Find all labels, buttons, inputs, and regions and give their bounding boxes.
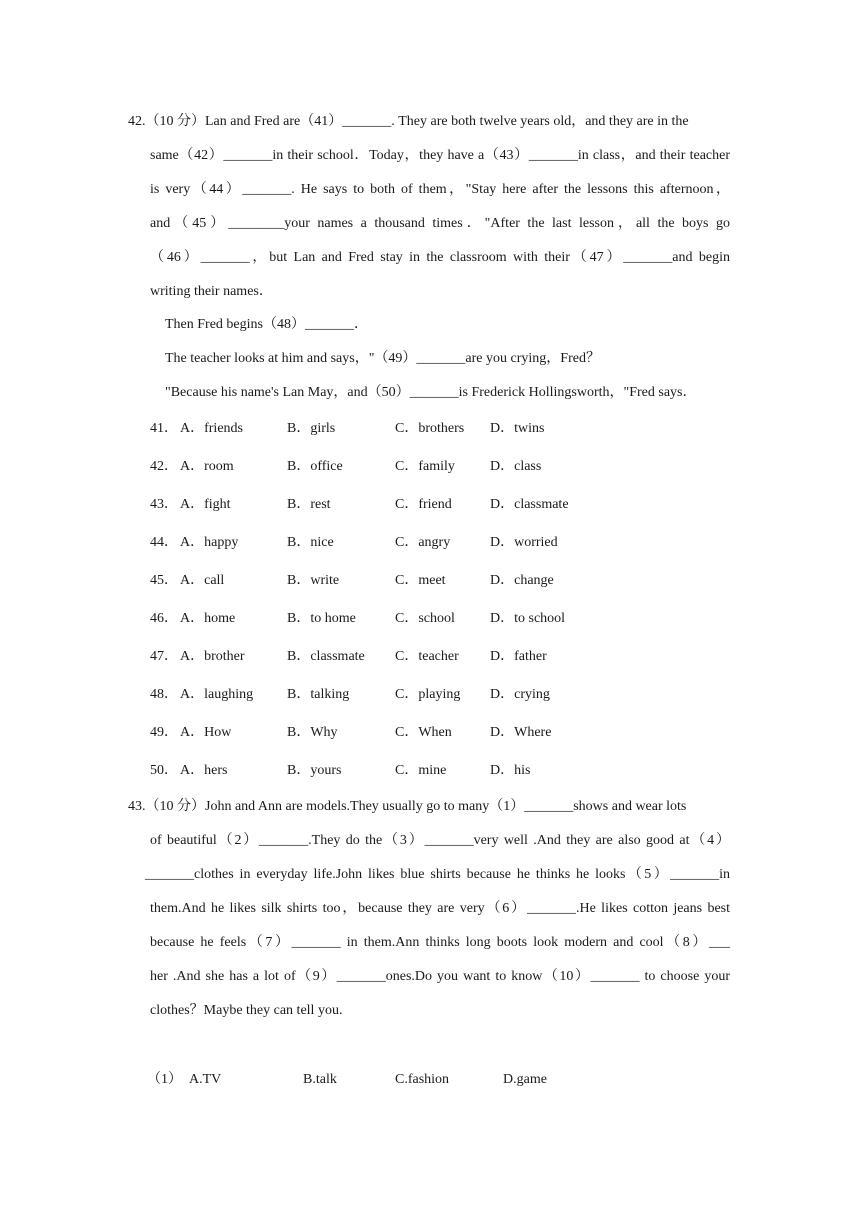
option-b[interactable]: B．yours xyxy=(287,763,342,778)
option-d[interactable]: D.game xyxy=(503,1072,547,1087)
option-number: 47． xyxy=(150,649,178,664)
q42-line-8: The teacher looks at him and says，"（49）_______are you crying，Fred？ xyxy=(165,351,600,366)
option-b[interactable]: B．girls xyxy=(287,421,336,436)
q43-line-5: because he feels（7）_______ in them.Ann thinks long boots look modern and cool（8）___ xyxy=(150,935,730,950)
option-d[interactable]: D．his xyxy=(490,763,531,778)
option-d[interactable]: D．twins xyxy=(490,421,545,436)
option-b[interactable]: B．nice xyxy=(287,535,334,550)
option-number: 50． xyxy=(150,763,178,778)
option-c[interactable]: C．mine xyxy=(395,763,447,778)
option-number: 44． xyxy=(150,535,178,550)
q43-line-3: _______clothes in everyday life.John likes blue shirts because he thinks he looks（5）_______in xyxy=(145,867,730,882)
q42-line-7: Then Fred begins（48）_______． xyxy=(165,317,368,332)
option-b[interactable]: B．write xyxy=(287,573,340,588)
option-a[interactable]: A．How xyxy=(180,725,232,740)
q42-line-9: "Because his name's Lan May，and（50）_______is Frederick Hollingsworth，"Fred says． xyxy=(165,385,697,400)
option-a[interactable]: A．laughing xyxy=(180,687,254,702)
q43-line-7: clothes？Maybe they can tell you. xyxy=(150,1003,343,1018)
option-b[interactable]: B．to home xyxy=(287,611,356,626)
option-a[interactable]: A．home xyxy=(180,611,236,626)
option-a[interactable]: A．room xyxy=(180,459,234,474)
option-c[interactable]: C．angry xyxy=(395,535,451,550)
q42-line-4: and（45）________your names a thousand times．"After the last lesson，all the boys go xyxy=(150,216,730,231)
option-d[interactable]: D．class xyxy=(490,459,542,474)
option-b[interactable]: B．office xyxy=(287,459,343,474)
option-a[interactable]: A．fight xyxy=(180,497,231,512)
option-d[interactable]: D．change xyxy=(490,573,554,588)
option-number: 43． xyxy=(150,497,178,512)
option-b[interactable]: B．Why xyxy=(287,725,338,740)
q43-line-6: her .And she has a lot of（9）_______ones.Do you want to know（10）_______ to choose your xyxy=(150,969,730,984)
option-a[interactable]: A.TV xyxy=(189,1072,222,1087)
option-number: 46． xyxy=(150,611,178,626)
option-d[interactable]: D．classmate xyxy=(490,497,569,512)
option-a[interactable]: A．happy xyxy=(180,535,239,550)
option-number: （1） xyxy=(147,1072,182,1087)
q43-line-1: 43.（10 分）John and Ann are models.They usually go to many（1）_______shows and wear lots xyxy=(128,799,687,814)
option-number: 49． xyxy=(150,725,178,740)
q42-line-2: same（42）_______in their school．Today，they have a（43）_______in class，and their teacher xyxy=(150,148,730,163)
option-a[interactable]: A．friends xyxy=(180,421,243,436)
option-c[interactable]: C．friend xyxy=(395,497,452,512)
option-d[interactable]: D．Where xyxy=(490,725,552,740)
option-c[interactable]: C．school xyxy=(395,611,455,626)
option-c[interactable]: C．teacher xyxy=(395,649,459,664)
option-c[interactable]: C．When xyxy=(395,725,452,740)
option-b[interactable]: B．talking xyxy=(287,687,350,702)
option-d[interactable]: D．father xyxy=(490,649,547,664)
q42-line-5: （46）_______，but Lan and Fred stay in the classroom with their（47）_______and begin xyxy=(150,250,730,265)
option-a[interactable]: A．brother xyxy=(180,649,245,664)
option-b[interactable]: B．classmate xyxy=(287,649,365,664)
option-number: 41． xyxy=(150,421,178,436)
option-c[interactable]: C．meet xyxy=(395,573,446,588)
option-a[interactable]: A．hers xyxy=(180,763,228,778)
option-c[interactable]: C．brothers xyxy=(395,421,465,436)
q42-line-6: writing their names． xyxy=(150,284,273,299)
option-number: 48． xyxy=(150,687,178,702)
q42-line-3: is very（44）_______. He says to both of them，"Stay here after the lessons this afternoon， xyxy=(150,182,730,197)
option-a[interactable]: A．call xyxy=(180,573,225,588)
option-b[interactable]: B．rest xyxy=(287,497,331,512)
option-c[interactable]: C.fashion xyxy=(395,1072,450,1087)
q42-line-1: 42.（10 分）Lan and Fred are（41）_______. They are both twelve years old，and they are in the xyxy=(128,114,689,129)
option-c[interactable]: C．family xyxy=(395,459,455,474)
option-c[interactable]: C．playing xyxy=(395,687,461,702)
q43-line-4: them.And he likes silk shirts too，because they are very（6）_______.He likes cotton jeans best xyxy=(150,901,730,916)
option-b[interactable]: B.talk xyxy=(303,1072,337,1087)
option-d[interactable]: D．worried xyxy=(490,535,558,550)
option-number: 42． xyxy=(150,459,178,474)
q43-line-2: of beautiful（2）_______.They do the（3）_______very well .And they are also good at（4） xyxy=(150,833,730,848)
option-d[interactable]: D．to school xyxy=(490,611,566,626)
option-number: 45． xyxy=(150,573,178,588)
option-d[interactable]: D．crying xyxy=(490,687,550,702)
